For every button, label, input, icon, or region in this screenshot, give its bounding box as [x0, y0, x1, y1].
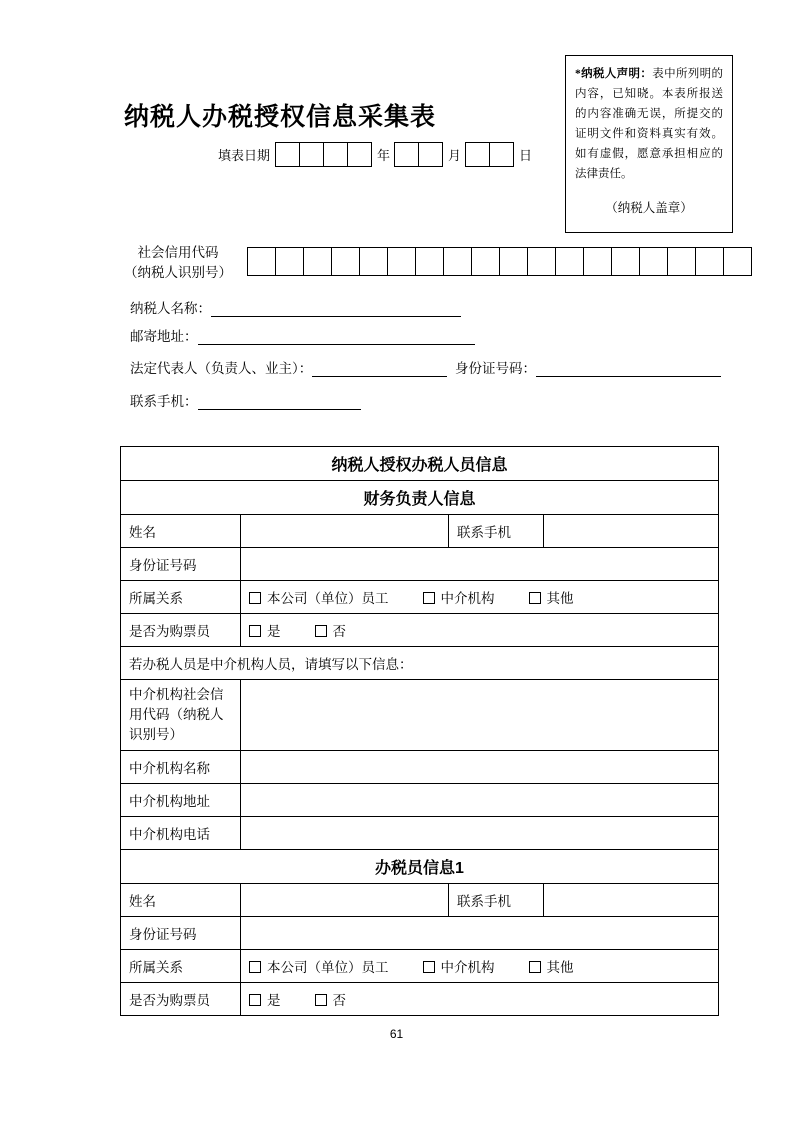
agent1-ticket-option-no-label: 否 — [332, 993, 346, 1008]
agent1-ticket-label: 是否为购票员 — [121, 983, 241, 1016]
agent1-ticket-options — [241, 983, 719, 1016]
month-unit-label: 月 — [448, 148, 462, 163]
year-box-3[interactable] — [323, 142, 348, 167]
authorized-personnel-table — [120, 446, 719, 1016]
table-title: 纳税人授权办税人员信息 — [121, 447, 719, 481]
section-heading-row — [121, 850, 719, 884]
checkbox-icon[interactable] — [423, 592, 435, 604]
mail-address-field[interactable] — [130, 325, 475, 345]
table-row — [121, 614, 719, 647]
credit-code-box-15[interactable] — [639, 247, 668, 276]
year-box-2[interactable] — [299, 142, 324, 167]
page-number: 61 — [389, 1027, 404, 1041]
credit-code-label — [108, 243, 248, 283]
agent1-relation-options — [241, 950, 719, 983]
table-row — [121, 784, 719, 817]
finance-id-value[interactable] — [241, 548, 719, 581]
year-box-1[interactable] — [275, 142, 300, 167]
table-row — [121, 751, 719, 784]
table-row — [121, 680, 719, 751]
agency-name-label: 中介机构名称 — [121, 751, 241, 784]
legal-representative-input[interactable] — [312, 361, 447, 377]
contact-mobile-label: 联系手机： — [130, 394, 198, 409]
finance-relation-option-employee-label: 本公司（单位）员工 — [267, 591, 389, 606]
agent1-ticket-option-no[interactable] — [315, 989, 347, 1009]
finance-phone-label: 联系手机 — [449, 515, 544, 548]
table-title-row — [121, 447, 719, 481]
contact-mobile-field[interactable] — [130, 390, 361, 410]
agency-credit-code-label: 中介机构社会信用代码（纳税人识别号） — [121, 680, 241, 751]
taxpayer-name-input[interactable] — [211, 301, 461, 317]
agent1-relation-label: 所属关系 — [121, 950, 241, 983]
credit-code-box-14[interactable] — [611, 247, 640, 276]
credit-code-box-5[interactable] — [359, 247, 388, 276]
credit-code-box-18[interactable] — [723, 247, 752, 276]
agency-credit-code-value[interactable] — [241, 680, 719, 751]
id-number-input[interactable] — [536, 361, 721, 377]
agent1-id-label: 身份证号码 — [121, 917, 241, 950]
agent1-relation-option-agency-label: 中介机构 — [440, 960, 495, 975]
agent1-phone-label: 联系手机 — [449, 884, 544, 917]
table-row — [121, 983, 719, 1016]
fill-date-label: 填表日期 — [218, 148, 271, 163]
credit-code-boxes[interactable] — [248, 247, 752, 276]
finance-id-label: 身份证号码 — [121, 548, 241, 581]
checkbox-icon[interactable] — [249, 625, 261, 637]
finance-relation-option-employee[interactable] — [249, 587, 389, 607]
id-number-label: 身份证号码： — [455, 361, 536, 376]
credit-code-box-2[interactable] — [275, 247, 304, 276]
checkbox-icon[interactable] — [423, 961, 435, 973]
credit-code-box-13[interactable] — [583, 247, 612, 276]
finance-relation-option-agency[interactable] — [423, 587, 495, 607]
finance-relation-label: 所属关系 — [121, 581, 241, 614]
finance-relation-option-other[interactable] — [529, 587, 574, 607]
credit-code-box-1[interactable] — [247, 247, 276, 276]
mail-address-input[interactable] — [198, 329, 475, 345]
finance-ticket-option-no[interactable] — [315, 620, 347, 640]
agent1-phone-value[interactable] — [544, 884, 719, 917]
agent1-name-label: 姓名 — [121, 884, 241, 917]
checkbox-icon[interactable] — [249, 961, 261, 973]
agent1-ticket-option-yes-label: 是 — [267, 993, 281, 1008]
month-boxes[interactable] — [395, 142, 443, 167]
finance-relation-options — [241, 581, 719, 614]
section-heading-finance: 财务负责人信息 — [121, 481, 719, 515]
table-row — [121, 548, 719, 581]
finance-name-value[interactable] — [241, 515, 449, 548]
fill-date-row — [218, 142, 537, 167]
finance-ticket-options — [241, 614, 719, 647]
id-number-field[interactable] — [455, 357, 721, 377]
checkbox-icon[interactable] — [249, 994, 261, 1006]
table-row — [121, 581, 719, 614]
agent1-name-value[interactable] — [241, 884, 449, 917]
section-heading-row — [121, 481, 719, 515]
agent1-ticket-option-yes[interactable] — [249, 989, 281, 1009]
agency-phone-label: 中介机构电话 — [121, 817, 241, 850]
finance-ticket-option-yes-label: 是 — [267, 624, 281, 639]
checkbox-icon[interactable] — [529, 961, 541, 973]
table-row — [121, 950, 719, 983]
month-box-2[interactable] — [418, 142, 443, 167]
legal-representative-label: 法定代表人（负责人、业主）： — [130, 361, 313, 376]
credit-code-box-4[interactable] — [331, 247, 360, 276]
table-row — [121, 884, 719, 917]
credit-code-label-line1: 社会信用代码 — [137, 245, 219, 260]
agent1-relation-option-other-label: 其他 — [546, 960, 574, 975]
year-unit-label: 年 — [377, 148, 391, 163]
taxpayer-name-label: 纳税人名称： — [130, 301, 211, 316]
agency-note: 若办税人员是中介机构人员，请填写以下信息： — [121, 647, 719, 680]
day-unit-label: 日 — [519, 148, 533, 163]
agent1-relation-option-employee[interactable] — [249, 956, 389, 976]
taxpayer-declaration-box — [565, 55, 733, 233]
agent1-id-value[interactable] — [241, 917, 719, 950]
year-boxes[interactable] — [276, 142, 372, 167]
agent1-relation-option-employee-label: 本公司（单位）员工 — [267, 960, 389, 975]
finance-phone-value[interactable] — [544, 515, 719, 548]
checkbox-icon[interactable] — [529, 592, 541, 604]
checkbox-icon[interactable] — [249, 592, 261, 604]
credit-code-box-7[interactable] — [415, 247, 444, 276]
agency-address-label: 中介机构地址 — [121, 784, 241, 817]
credit-code-box-8[interactable] — [443, 247, 472, 276]
finance-relation-option-other-label: 其他 — [546, 591, 574, 606]
finance-ticket-option-yes[interactable] — [249, 620, 281, 640]
checkbox-icon[interactable] — [315, 625, 327, 637]
agency-name-value[interactable] — [241, 751, 719, 784]
table-row — [121, 817, 719, 850]
section-heading-agent1: 办税员信息1 — [121, 850, 719, 884]
credit-code-box-9[interactable] — [471, 247, 500, 276]
contact-mobile-input[interactable] — [198, 394, 361, 410]
finance-ticket-label: 是否为购票员 — [121, 614, 241, 647]
credit-code-box-11[interactable] — [527, 247, 556, 276]
credit-code-box-16[interactable] — [667, 247, 696, 276]
year-box-4[interactable] — [347, 142, 372, 167]
day-boxes[interactable] — [466, 142, 514, 167]
month-box-1[interactable] — [394, 142, 419, 167]
agent1-relation-option-other[interactable] — [529, 956, 574, 976]
agent1-relation-option-agency[interactable] — [423, 956, 495, 976]
credit-code-box-3[interactable] — [303, 247, 332, 276]
finance-relation-option-agency-label: 中介机构 — [440, 591, 495, 606]
declaration-body: 表中所列明的内容，已知晓。本表所报送的内容准确无误，所提交的证明文件和资料真实有效。如有虚假，愿意承担相应的法律责任。 — [575, 68, 724, 180]
declaration-strong-label: *纳税人声明： — [575, 68, 653, 80]
day-box-1[interactable] — [465, 142, 490, 167]
mail-address-label: 邮寄地址： — [130, 329, 198, 344]
agency-phone-value[interactable] — [241, 817, 719, 850]
day-box-2[interactable] — [489, 142, 514, 167]
finance-name-label: 姓名 — [121, 515, 241, 548]
credit-code-box-6[interactable] — [387, 247, 416, 276]
table-row — [121, 647, 719, 680]
credit-code-box-17[interactable] — [695, 247, 724, 276]
table-row — [121, 515, 719, 548]
agency-address-value[interactable] — [241, 784, 719, 817]
legal-representative-field[interactable] — [130, 357, 447, 377]
finance-ticket-option-no-label: 否 — [332, 624, 346, 639]
declaration-text — [575, 64, 723, 184]
taxpayer-name-field[interactable] — [130, 297, 461, 317]
credit-code-label-line2: （纳税人识别号） — [124, 265, 232, 280]
page-title: 纳税人办税授权信息采集表 — [123, 103, 436, 131]
credit-code-box-12[interactable] — [555, 247, 584, 276]
credit-code-box-10[interactable] — [499, 247, 528, 276]
declaration-seal-note: （纳税人盖章） — [605, 201, 693, 215]
checkbox-icon[interactable] — [315, 994, 327, 1006]
table-row — [121, 917, 719, 950]
